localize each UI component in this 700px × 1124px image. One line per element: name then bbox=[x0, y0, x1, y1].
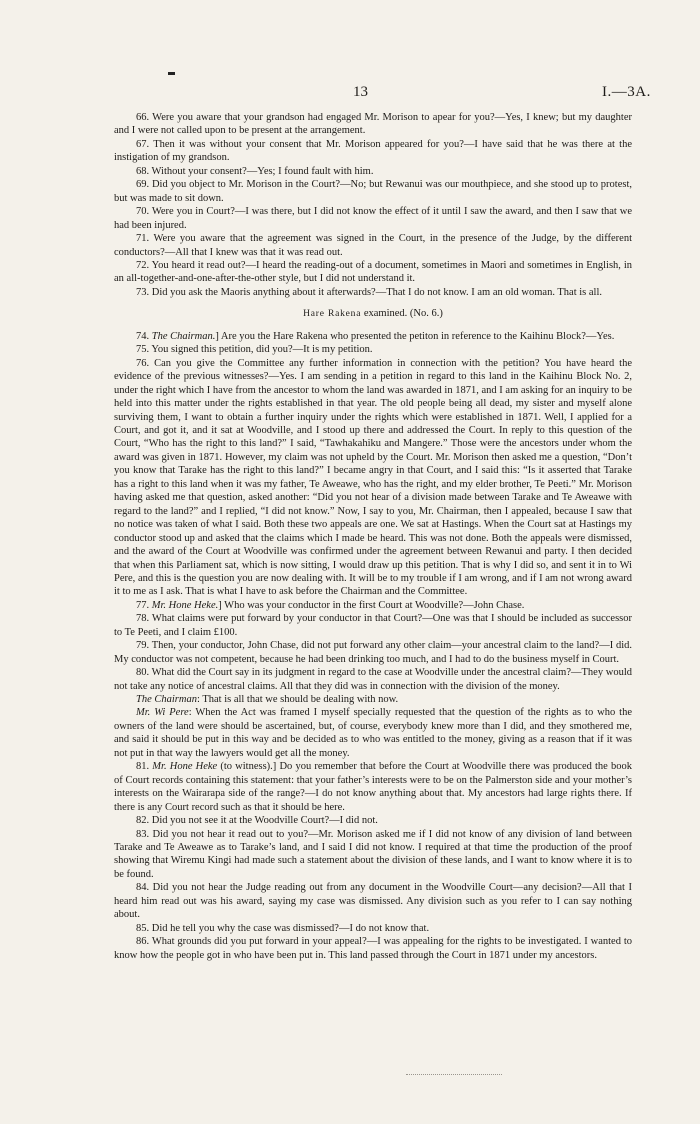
paragraph-85: 85. Did he tell you why the case was dismissed?—I do not know that. bbox=[136, 922, 430, 934]
witness-heading bbox=[114, 307, 632, 321]
paragraph-79: 79. Then, your conductor, John Chase, did not put forward any other claim—your ancestral claim to the land?—I did. My conductor was not competent, because he had been drinking too much, and I had to do the business myself in Court. bbox=[114, 640, 632, 665]
chairman-remark bbox=[114, 693, 632, 706]
chairman-remark-text: : That is all that we should be dealing with now. bbox=[196, 694, 399, 706]
witness-name: Hare Rakena bbox=[303, 309, 362, 320]
witness-heading-rest: examined. (No. 6.) bbox=[361, 308, 443, 320]
paragraph-82: 82. Did you not see it at the Woodville Court?—I did not. bbox=[136, 815, 378, 827]
speaker-wi-pere: Mr. Wi Pere bbox=[136, 707, 189, 719]
speaker-chairman-2: The Chairman bbox=[136, 694, 197, 706]
faded-footer-line bbox=[406, 1074, 502, 1075]
speaker-chairman: The Chairman. bbox=[151, 330, 216, 342]
paragraph-76: 76. Can you give the Committee any further information in connection with the petition? You have heard the evidence of the previous witnesses?—Yes. I am sending in a petition in regard to this land in the Kaihinu Block No. 2, under the right which I have from the ancestor to whom the land was awarded in 1871, and I am asking for an inquiry to be held into this matter under the rights established in that year. The old people being all dead, my sister and myself alone surviving them, I want to obtain a further inquiry under the rights which were established in 1871. Well, I applied for a Court, and got it, and it sat at Woodville, and I stood up there and addressed the Court. In reply to this question of the Court, “Who has the right to this land?” I said, “Tawhakahiku and Mangere.” Those were the ancestors under whom the award was given in 1871. However, my claim was not upheld by the Court. Mr. Morison then asked me a question, “Don’t you know that Tarake has the right to this land?” I became angry in that Court, and I said this: “Is it asserted that Tarake has a right to this land when it was my father, Te Aweawe, who has the right, and my elder brother, Te Peeti.” Mr. Morison having asked me that question, asked another: “Did you not hear of a division made between Tarake and Te Aweawe with regard to the land?” and I replied, “I did not know.” Now, I say to you, Mr. Chairman, then I appealed, because I saw that no notice was taken of what I said. Both these two appeals are one. We sat at Hastings. When the Court sat at Hastings my conductor stood up and asked that the claims which I made be heard. This was not done. Both the appeals were dismissed, and the award of the Court at Woodville was confirmed under the agreement between Rewanui and party. I then decided that when this Parliament sat, which is now sitting, I would draw up this petition. That is why I did so, and sent it in to Wi Pere, and this is the question you are now dealing with. It will be to my trouble if I am wrong, and if I am not wrong award it to me as I ask. That is what I have to ask before the Chairman and the Committee. bbox=[114, 357, 632, 598]
paragraph-77: 77. Mr. Hone Heke.] Who was your conductor in the first Court at Woodville?—John Chase. bbox=[136, 599, 525, 611]
paragraph-67: 67. Then it was without your consent that Mr. Morison appeared for you?—I have said that he was there at the instigation of my grandson. bbox=[114, 138, 632, 164]
paragraph-66: 66. Were you aware that your grandson had engaged Mr. Morison to apear for you?—Yes, I knew; but my daughter and I were not called upon to be present at the arrangement. bbox=[114, 112, 632, 137]
paragraph-77-text: ] Who was your conductor in the first Court at Woodville?—John Chase. bbox=[218, 599, 525, 611]
paragraph-83: 83. Did you not hear it read out to you?—Mr. Morison asked me if I did not know of any division of land between Tarake and Te Aweawe as to Tarake’s land, and I said I did not know. I required at that time the production of the proof showing that Wiremu Kingi had made such a statement about the division of these lands, and I want to know where it is to be found. bbox=[114, 828, 632, 880]
body-text bbox=[114, 111, 632, 962]
speaker-hone-heke-2: Mr. Hone Heke bbox=[152, 761, 218, 773]
paragraph-80: 80. What did the Court say in its judgment in regard to the case at Woodville under the ancestral claim?—They would not take any notice of ancestral claims. All that they did was in connection with the division of the money. bbox=[114, 667, 632, 692]
printer-mark bbox=[168, 72, 175, 75]
paragraph-81-text: (to witness).] Do you remember that before the Court at Woodville there was produced the book of Court records containing this statement: that your father’s interests were to be on the Palmerston side and your mother’s interests on the Wairarapa side of the range?—I do not know anything about that. My ancestors had large rights there. If there is any Court record such as that it should be here. bbox=[114, 761, 632, 813]
wi-pere-remark-text: : When the Act was framed I myself specially requested that the question of the rights as to who the owners of the land were should be ascertained, but, of course, everybody knew more than I did, and they smothered me, and said it should be put in this way and be decided as to who was entitled to the money, giving as a reason that if it was not put in that way the lawyers would get all the money. bbox=[114, 707, 632, 759]
paragraph-86: 86. What grounds did you put forward in your appeal?—I was appealing for the rights to be investigated. I wanted to know how the people got in who have been put in. This land passed through the Court in 1871 under my ancestors. bbox=[114, 936, 632, 961]
paragraph-71: 71. Were you aware that the agreement was signed in the Court, in the presence of the Judge, by the different conductors?—All that I knew was that it was read out. bbox=[114, 233, 632, 258]
paragraph-84: 84. Did you not hear the Judge reading out from any document in the Woodville Court—any decision?—All that I heard him read out was his award, saying my case was dismissed. Any division such as you refer to I can say nothing about. bbox=[114, 882, 632, 921]
paragraph-72: 72. You heard it read out?—I heard the reading-out of a document, sometimes in Maori and sometimes in English, in an all-together-and-one-after-the-other style, but I did not understand it. bbox=[114, 259, 632, 285]
speaker-hone-heke: Mr. Hone Heke. bbox=[151, 599, 219, 611]
paragraph-73: 73. Did you ask the Maoris anything about it afterwards?—That I do not know. I am an old woman. That is all. bbox=[136, 286, 602, 298]
paragraph-69: 69. Did you object to Mr. Morison in the Court?—No; but Rewanui was our mouthpiece, and she stood up to protest, but was made to sit down. bbox=[114, 179, 632, 204]
paragraph-75: 75. You signed this petition, did you?—It is my petition. bbox=[136, 344, 373, 356]
paragraph-74-text: ] Are you the Hare Rakena who presented the petiton in reference to the Kaihinu Block?—Yes. bbox=[215, 330, 615, 342]
paragraph-81: 81. Mr. Hone Heke (to witness).] Do you remember that before the Court at Woodville there was produced the book of Court records containing this statement: that your father’s interests were to be on the Palmerston side and your mother’s interests on the Wairarapa side of the range?—I do not know anything about that. My ancestors had large rights there. If there is any Court record such as that it should be here. bbox=[114, 761, 632, 813]
page-number: 13 bbox=[353, 84, 368, 100]
paragraph-70: 70. Were you in Court?—I was there, but I did not know the effect of it until I saw the award, and then I saw that we had been injured. bbox=[114, 206, 632, 231]
paragraph-78: 78. What claims were put forward by your conductor in that Court?—One was that I should be included as successor to Te Peeti, and I claim £100. bbox=[114, 613, 632, 638]
paragraph-68: 68. Without your consent?—Yes; I found fault with him. bbox=[136, 165, 374, 177]
wi-pere-remark bbox=[114, 706, 632, 760]
paragraph-74: 74. The Chairman.] Are you the Hare Rakena who presented the petiton in reference to the Kaihinu Block?—Yes. bbox=[136, 330, 615, 342]
document-reference: I.—3A. bbox=[602, 84, 651, 100]
